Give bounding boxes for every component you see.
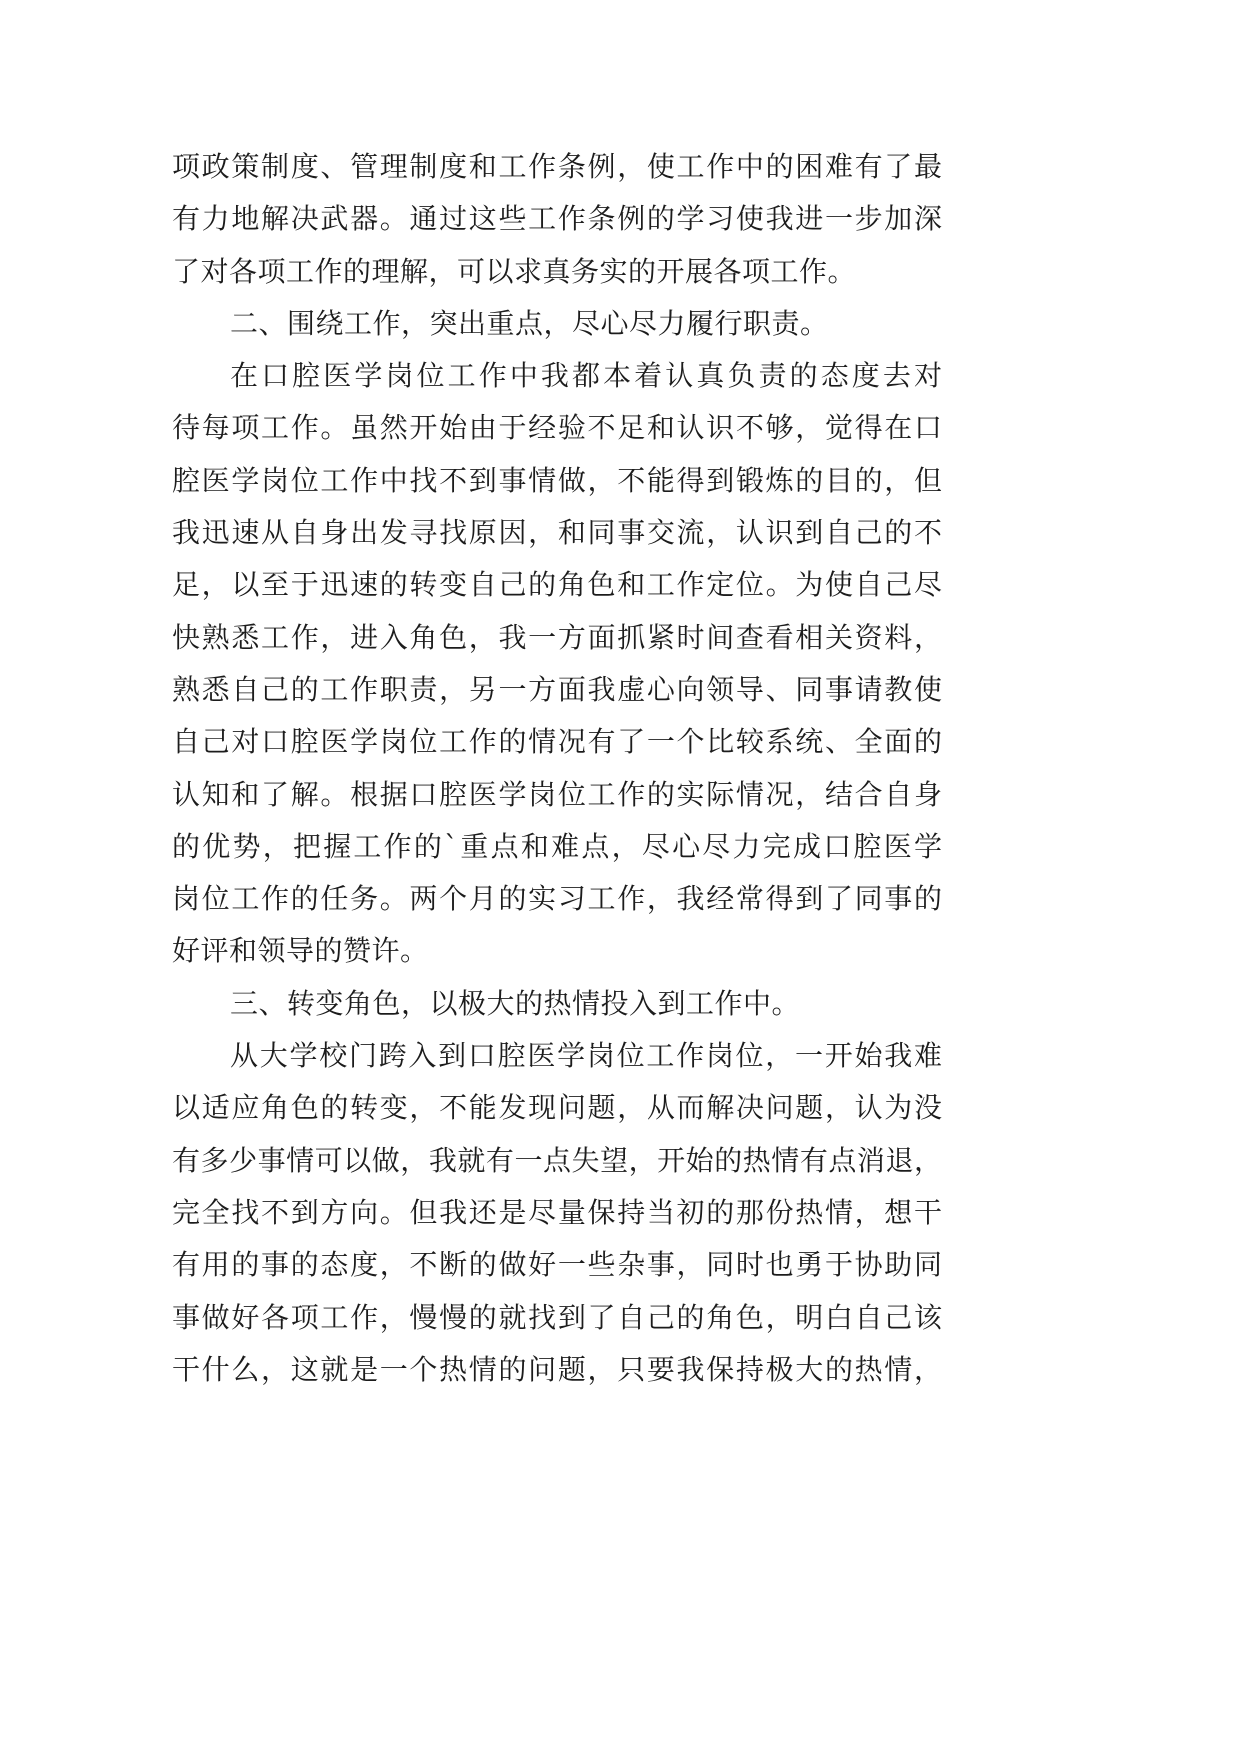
- section-heading-text: 二、围绕工作，突出重点，尽心尽力履行职责。: [230, 306, 829, 340]
- section-heading: [172, 978, 942, 1030]
- text-line: 自己对口腔医学岗位工作的情况有了一个比较系统、全面的: [172, 725, 942, 759]
- text-line: 有多少事情可以做，我就有一点失望，开始的热情有点消退，: [172, 1143, 942, 1177]
- text-line: 有力地解决武器。通过这些工作条例的学习使我进一步加深: [172, 202, 942, 236]
- text-line: 腔医学岗位工作中找不到事情做，不能得到锻炼的目的，但: [172, 463, 942, 497]
- text-line: 完全找不到方向。但我还是尽量保持当初的那份热情，想干: [172, 1195, 942, 1229]
- text-line: 项政策制度、管理制度和工作条例，使工作中的困难有了最: [172, 150, 942, 183]
- text-line: 我迅速从自身出发寻找原因，和同事交流，认识到自己的不: [172, 516, 942, 550]
- text-line: 事做好各项工作，慢慢的就找到了自己的角色，明白自己该: [172, 1300, 942, 1334]
- text-line: 了对各项工作的理解，可以求真务实的开展各项工作。: [172, 254, 857, 288]
- text-line: 干什么，这就是一个热情的问题，只要我保持极大的热情，: [172, 1352, 942, 1386]
- text-line: 熟悉自己的工作职责，另一方面我虚心向领导、同事请教使: [172, 672, 942, 706]
- text-line: 认知和了解。根据口腔医学岗位工作的实际情况，结合自身: [172, 777, 942, 811]
- text-line: 的优势，把握工作的`重点和难点，尽心尽力完成口腔医学: [172, 829, 942, 863]
- text-line: 在口腔医学岗位工作中我都本着认真负责的态度去对: [230, 359, 942, 393]
- text-line: 待每项工作。虽然开始由于经验不足和认识不够，觉得在口: [172, 411, 942, 445]
- text-line: 岗位工作的任务。两个月的实习工作，我经常得到了同事的: [172, 882, 942, 916]
- text-line: 好评和领导的赞许。: [172, 934, 429, 968]
- section-heading-text: 三、转变角色，以极大的热情投入到工作中。: [230, 986, 801, 1020]
- text-line: 从大学校门跨入到口腔医学岗位工作岗位，一开始我难: [230, 1039, 942, 1073]
- section-heading: [172, 298, 942, 350]
- paragraph: [172, 350, 942, 978]
- text-line: 足，以至于迅速的转变自己的角色和工作定位。为使自己尽: [172, 568, 942, 602]
- text-line: 快熟悉工作，进入角色，我一方面抓紧时间查看相关资料，: [172, 620, 942, 654]
- paragraph: [172, 1030, 942, 1396]
- text-line: 有用的事的态度，不断的做好一些杂事，同时也勇于协助同: [172, 1248, 942, 1282]
- text-line: 以适应角色的转变，不能发现问题，从而解决问题，认为没: [172, 1091, 942, 1125]
- body-text: [172, 141, 942, 1396]
- paragraph: [172, 141, 942, 298]
